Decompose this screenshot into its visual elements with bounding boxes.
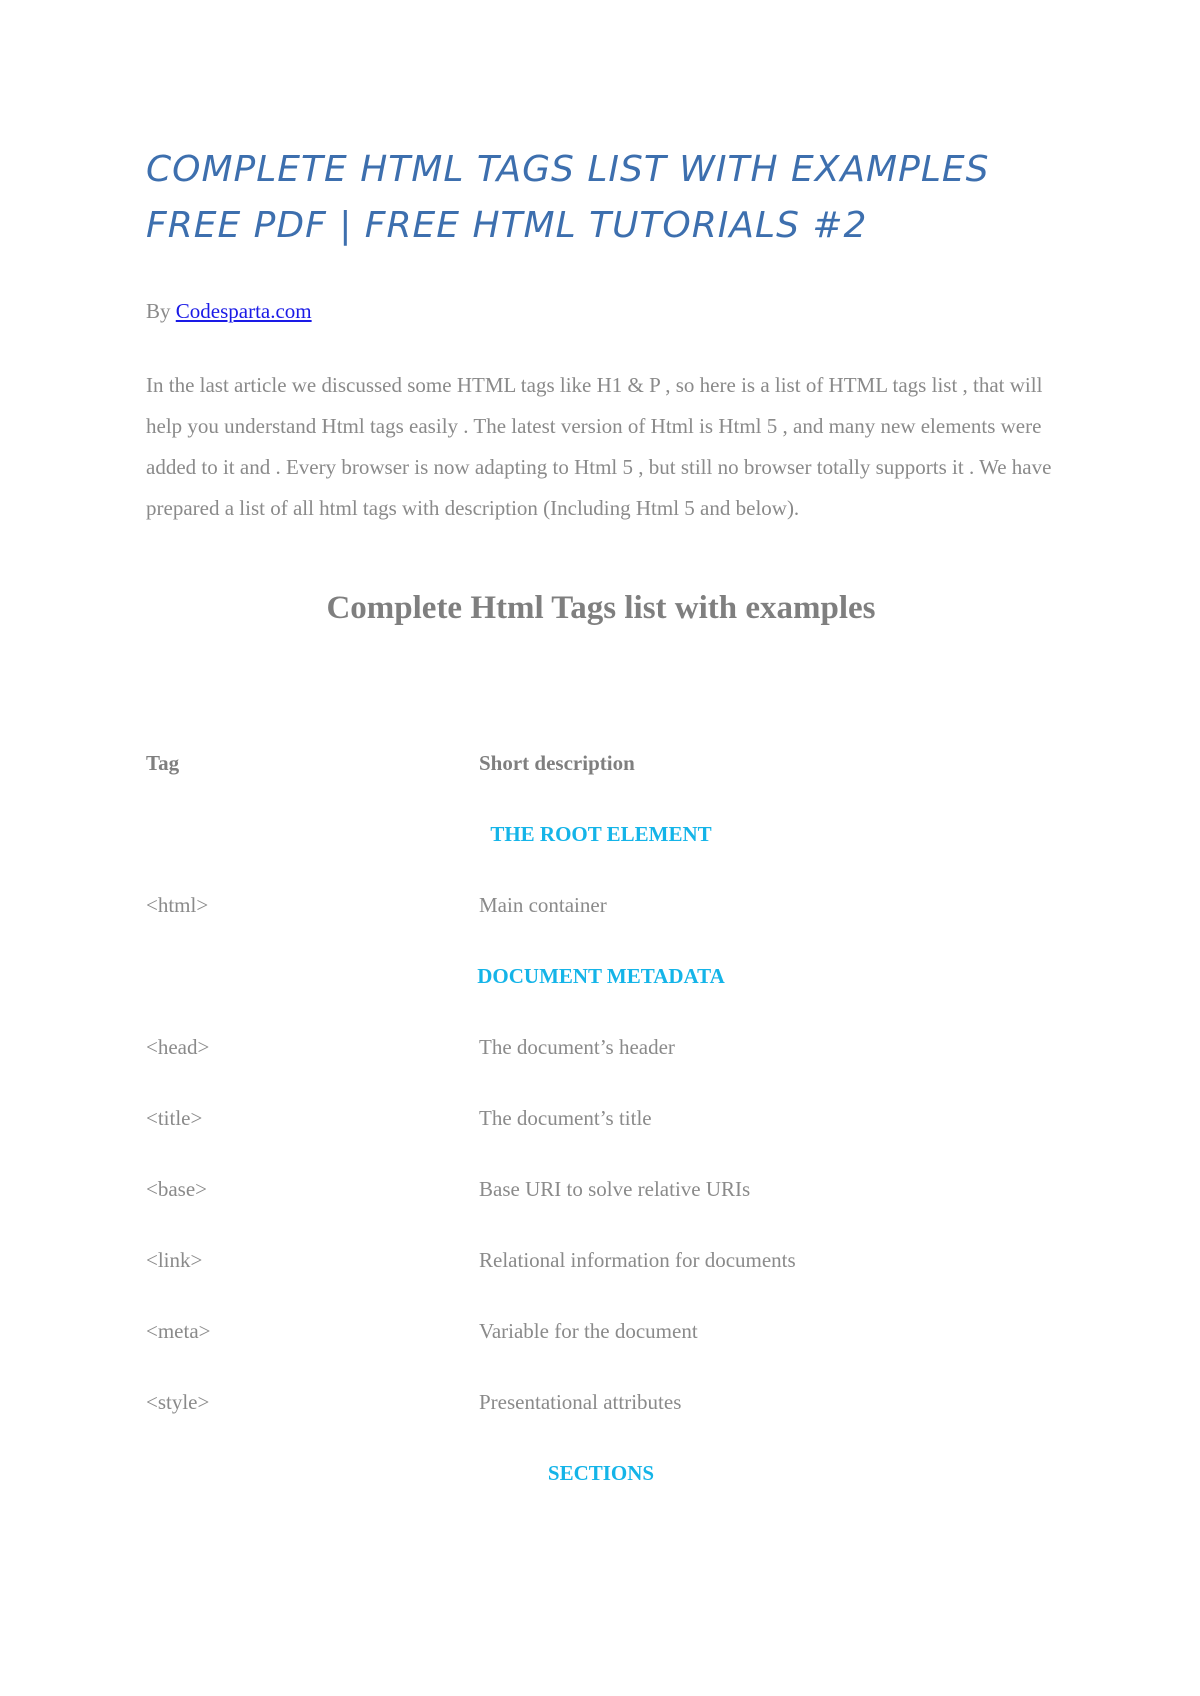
tag-cell: <title> <box>146 1106 203 1130</box>
tag-cell: <html> <box>146 893 209 917</box>
tag-cell: <base> <box>146 1177 208 1201</box>
table-row <box>146 1387 1056 1458</box>
table-header-row <box>146 748 1056 819</box>
description-cell: Main container <box>479 893 607 917</box>
document-title-line-1: COMPLETE HTML TAGS LIST WITH EXAMPLES <box>146 149 990 190</box>
group-heading: THE ROOT ELEMENT <box>490 822 712 846</box>
table-row <box>146 1316 1056 1387</box>
section-heading: Complete Html Tags list with examples <box>326 590 876 626</box>
table-row <box>146 1174 1056 1245</box>
intro-paragraph: In the last article we discussed some HTML tags like H1 & P , so here is a list of HTML tags list , that will help you understand Html tags easily . The latest version of Html is Html 5 , and many new elements were added to it and . Every browser is now adapting to Html 5 , but still no browser totally supports it . We have prepared a list of all html tags with description (Including Html 5 and below). <box>146 373 1052 520</box>
table-group-row <box>146 819 1056 890</box>
table-row <box>146 890 1056 961</box>
description-cell: Relational information for documents <box>479 1248 796 1272</box>
tags-table <box>146 748 1056 1529</box>
column-header-description: Short description <box>479 751 635 775</box>
table-row <box>146 1103 1056 1174</box>
byline <box>146 296 312 326</box>
description-cell: The document’s header <box>479 1035 675 1059</box>
group-heading: DOCUMENT METADATA <box>477 964 725 988</box>
byline-prefix: By <box>146 299 171 323</box>
tag-cell: <style> <box>146 1390 210 1414</box>
description-cell: The document’s title <box>479 1106 652 1130</box>
column-header-tag: Tag <box>146 751 180 775</box>
document-title-line-2: FREE PDF | FREE HTML TUTORIALS #2 <box>146 205 868 246</box>
description-cell: Base URI to solve relative URIs <box>479 1177 751 1201</box>
table-row <box>146 1032 1056 1103</box>
tag-cell: <meta> <box>146 1319 211 1343</box>
description-cell: Presentational attributes <box>479 1390 682 1414</box>
description-cell: Variable for the document <box>479 1319 698 1343</box>
author-link[interactable]: Codesparta.com <box>175 299 312 323</box>
table-group-row <box>146 961 1056 1032</box>
table-group-row <box>146 1458 1056 1529</box>
document-title <box>146 142 1086 254</box>
group-heading: SECTIONS <box>547 1461 655 1485</box>
tag-cell: <link> <box>146 1248 203 1272</box>
table-row <box>146 1245 1056 1316</box>
tag-cell: <head> <box>146 1035 210 1059</box>
